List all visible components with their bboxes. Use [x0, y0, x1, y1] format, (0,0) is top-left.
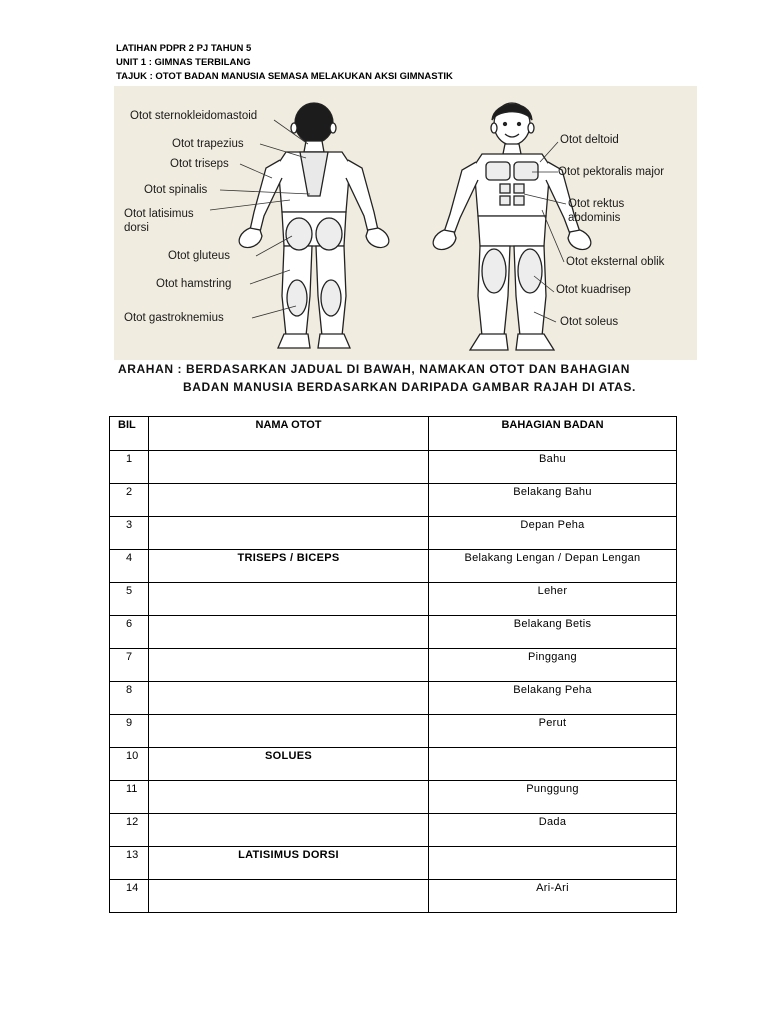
back-figure-arm-right	[346, 160, 378, 232]
header-line-1: LATIHAN PDPR 2 PJ TAHUN 5	[116, 43, 252, 54]
label-kuadrisep: Otot kuadrisep	[556, 284, 631, 296]
row-nama-otot[interactable]	[149, 814, 429, 847]
row-bahagian-badan[interactable]	[429, 847, 677, 880]
row-bahagian-badan: Punggung	[429, 781, 677, 814]
table-row	[110, 682, 677, 715]
front-figure-shoe-right	[516, 334, 554, 350]
row-bil: 10	[110, 748, 149, 781]
table-row	[110, 649, 677, 682]
row-nama-otot[interactable]	[149, 781, 429, 814]
row-bil: 7	[110, 649, 149, 682]
table-row	[110, 748, 677, 781]
label-soleus: Otot soleus	[560, 316, 619, 328]
muscle-diagram	[114, 86, 697, 360]
row-bahagian-badan: Ari-Ari	[429, 880, 677, 913]
header-line-3: TAJUK : OTOT BADAN MANUSIA SEMASA MELAKUKAN AKSI GIMNASTIK	[116, 71, 453, 82]
table-row	[110, 550, 677, 583]
row-nama-otot[interactable]: TRISEPS / BICEPS	[149, 550, 429, 583]
front-muscle-quadriceps-right	[518, 249, 542, 293]
label-eksternal-oblik: Otot eksternal oblik	[566, 256, 665, 268]
front-figure-ear-left	[491, 123, 497, 133]
row-bahagian-badan: Dada	[429, 814, 677, 847]
back-muscle-gluteus-left	[286, 218, 312, 250]
back-muscle-calf-right	[321, 280, 341, 316]
label-hamstring: Otot hamstring	[156, 278, 232, 290]
label-gluteus: Otot gluteus	[168, 250, 231, 262]
row-bahagian-badan: Belakang Peha	[429, 682, 677, 715]
front-muscle-pectoral-right	[514, 162, 538, 180]
row-nama-otot: LATISIMUS DORSI	[149, 847, 429, 880]
label-rektus-abdominis: abdominis	[568, 212, 621, 224]
row-nama-otot[interactable]	[149, 484, 429, 517]
front-figure-hand-left	[433, 230, 456, 250]
table-row	[110, 517, 677, 550]
front-muscle-abdominis-2	[514, 184, 524, 193]
back-figure-hand-left	[239, 228, 262, 248]
row-bil: 13	[110, 847, 149, 880]
back-figure-ear-right	[330, 123, 336, 133]
row-bahagian-badan: Depan Peha	[429, 517, 677, 550]
row-bil: 8	[110, 682, 149, 715]
label-sternokleidomastoid: Otot sternokleidomastoid	[130, 110, 258, 122]
front-figure-eye-left	[504, 123, 507, 126]
row-bahagian-badan: Belakang Lengan / Depan Lengan	[429, 550, 677, 583]
label-spinalis: Otot spinalis	[144, 184, 208, 196]
front-figure-torso	[474, 154, 550, 216]
front-figure-ear-right	[528, 123, 534, 133]
back-figure-ear-left	[291, 123, 297, 133]
row-bahagian-badan: Bahu	[429, 451, 677, 484]
muscle-table	[109, 416, 677, 913]
row-bil: 12	[110, 814, 149, 847]
row-nama-otot[interactable]	[149, 517, 429, 550]
row-nama-otot[interactable]	[149, 880, 429, 913]
front-muscle-quadriceps-left	[482, 249, 506, 293]
back-figure-shoe-right	[318, 334, 350, 348]
row-nama-otot[interactable]	[149, 616, 429, 649]
row-nama-otot[interactable]	[149, 649, 429, 682]
front-figure-hand-right	[568, 230, 591, 250]
front-muscle-pectoral-left	[486, 162, 510, 180]
label-rektus: Otot rektus	[568, 198, 625, 210]
label-trapezius: Otot trapezius	[172, 138, 244, 150]
back-figure-shoe-left	[278, 334, 310, 348]
back-figure-hand-right	[366, 228, 389, 248]
row-bahagian-badan: Pinggang	[429, 649, 677, 682]
row-nama-otot[interactable]	[149, 682, 429, 715]
row-bahagian-badan[interactable]	[429, 748, 677, 781]
header-bahagian-badan: BAHAGIAN BADAN	[429, 417, 677, 451]
instruction-line-1: ARAHAN : BERDASARKAN JADUAL DI BAWAH, NAMAKAN OTOT DAN BAHAGIAN	[118, 362, 631, 376]
row-bil: 3	[110, 517, 149, 550]
table-row	[110, 847, 677, 880]
back-figure-hair	[295, 103, 333, 143]
label-latisimus: Otot latisimus	[124, 208, 194, 220]
label-triseps: Otot triseps	[170, 158, 229, 170]
back-muscle-gluteus-right	[316, 218, 342, 250]
back-muscle-calf-left	[287, 280, 307, 316]
row-bil: 11	[110, 781, 149, 814]
front-figure-arm-left	[444, 162, 478, 234]
front-figure-neck	[503, 144, 521, 154]
header-bil: BIL	[110, 417, 149, 451]
header-nama-otot: NAMA OTOT	[149, 417, 429, 451]
row-bahagian-badan: Leher	[429, 583, 677, 616]
table-row	[110, 484, 677, 517]
table-row	[110, 814, 677, 847]
table-row	[110, 781, 677, 814]
pointer-latisimus	[210, 200, 290, 210]
label-latisimus-dorsi: dorsi	[124, 222, 149, 234]
front-muscle-abdominis-4	[514, 196, 524, 205]
row-bil: 9	[110, 715, 149, 748]
table-header-row	[110, 417, 677, 451]
row-nama-otot: SOLUES	[149, 748, 429, 781]
row-bahagian-badan: Belakang Betis	[429, 616, 677, 649]
table-row	[110, 715, 677, 748]
front-muscle-abdominis-1	[500, 184, 510, 193]
row-bil: 5	[110, 583, 149, 616]
table-row	[110, 880, 677, 913]
back-figure-neck	[304, 141, 324, 152]
front-muscle-abdominis-3	[500, 196, 510, 205]
table-row	[110, 583, 677, 616]
label-gastroknemius: Otot gastroknemius	[124, 312, 224, 324]
label-pektoralis-major: Otot pektoralis major	[558, 166, 665, 178]
row-nama-otot[interactable]	[149, 583, 429, 616]
instruction-line-2: BADAN MANUSIA BERDASARKAN DARIPADA GAMBAR RAJAH DI ATAS.	[183, 380, 636, 394]
header-line-2: UNIT 1 : GIMNAS TERBILANG	[116, 57, 251, 68]
row-bil: 2	[110, 484, 149, 517]
front-figure-hips	[478, 216, 546, 246]
pointer-deltoid	[540, 142, 558, 162]
front-figure-eye-right	[518, 123, 521, 126]
row-bahagian-badan: Belakang Bahu	[429, 484, 677, 517]
row-bil: 1	[110, 451, 149, 484]
label-deltoid: Otot deltoid	[560, 134, 619, 146]
row-bil: 6	[110, 616, 149, 649]
front-figure-shoe-left	[470, 334, 508, 350]
row-bil: 4	[110, 550, 149, 583]
row-bil: 14	[110, 880, 149, 913]
row-nama-otot[interactable]	[149, 715, 429, 748]
table-row	[110, 451, 677, 484]
row-nama-otot[interactable]	[149, 451, 429, 484]
table-row	[110, 616, 677, 649]
row-bahagian-badan: Perut	[429, 715, 677, 748]
